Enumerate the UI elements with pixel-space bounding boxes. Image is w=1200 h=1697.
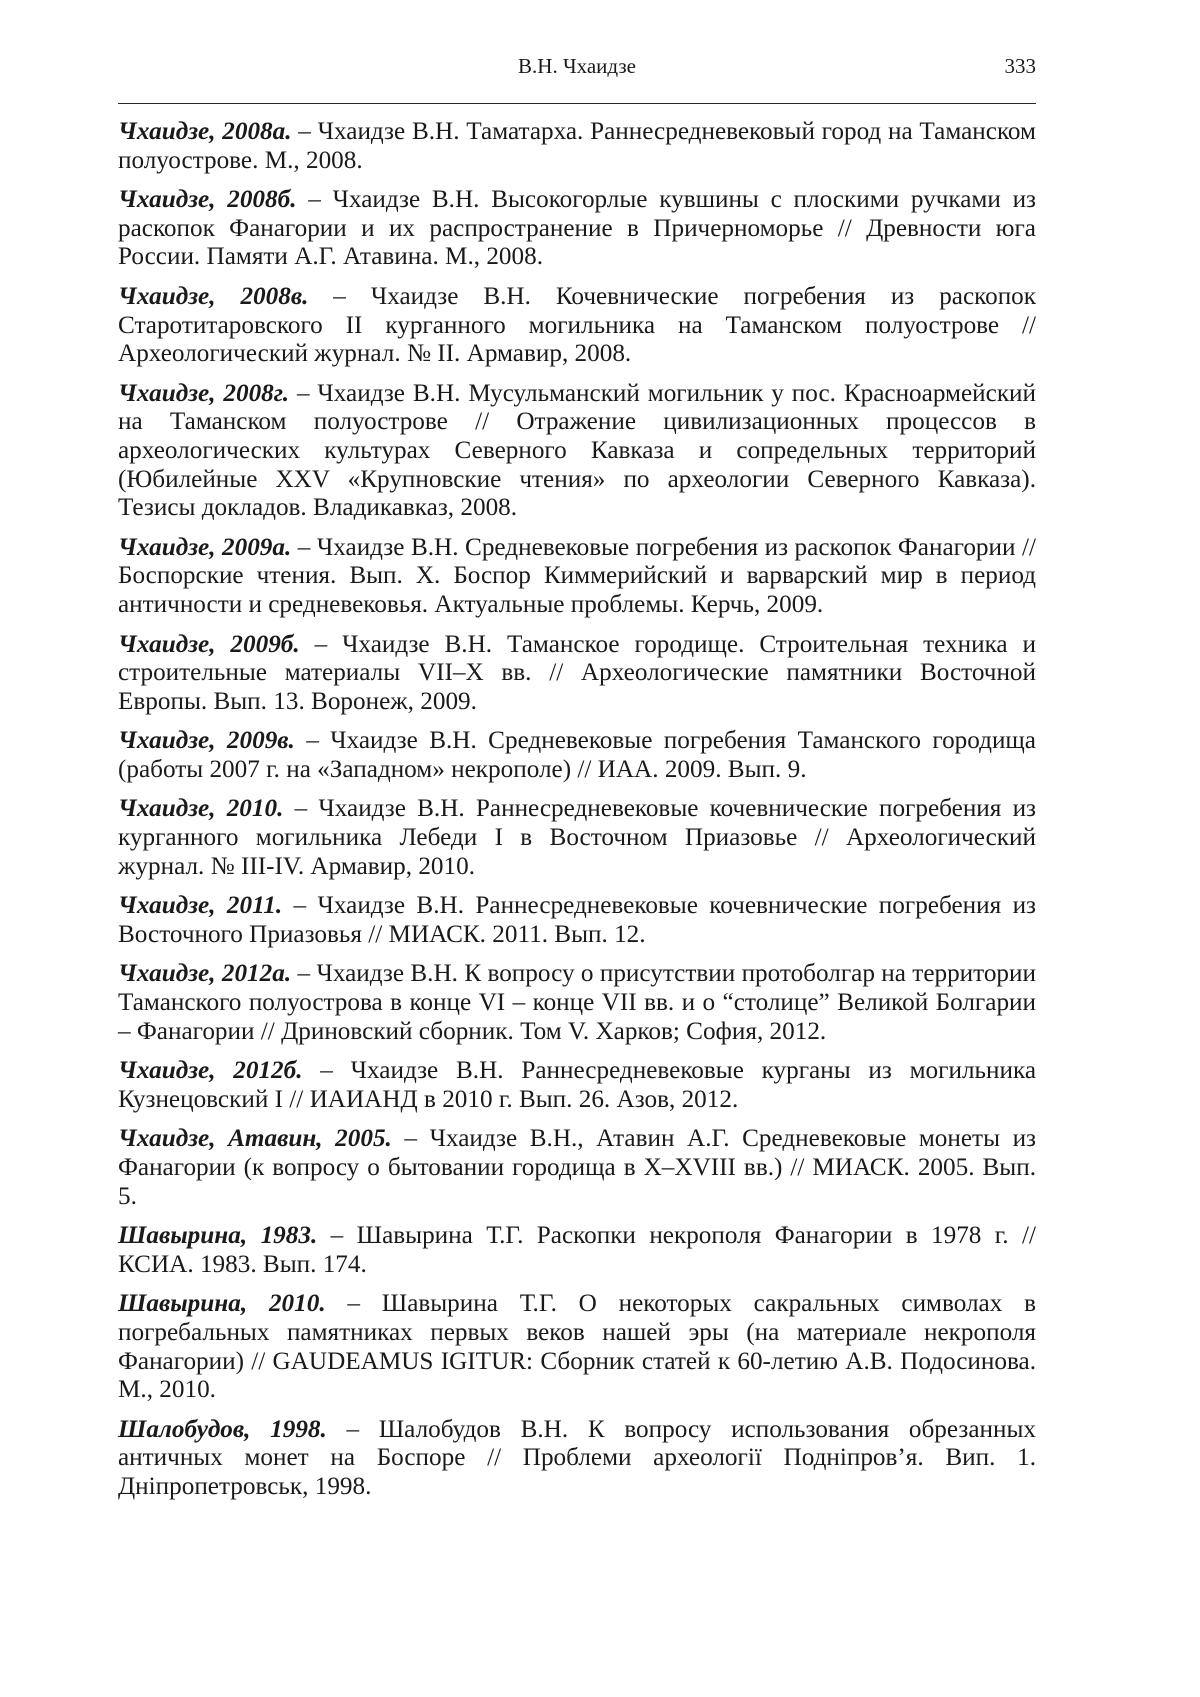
entry-key: Чхаидзе, 2008а. bbox=[118, 118, 292, 145]
bibliography-entry bbox=[118, 795, 1036, 881]
entry-key: Чхаидзе, 2008в. bbox=[118, 282, 309, 310]
bibliography-entry bbox=[118, 892, 1036, 949]
entry-key: Шавырина, 1983. bbox=[118, 1222, 318, 1250]
entry-text: – Чхаидзе В.Н. Таматарха. Раннесредневековый город на Таманском полуострове. М., 2008. bbox=[118, 118, 1036, 174]
entry-key: Шалобудов, 1998. bbox=[118, 1415, 327, 1443]
entry-text: – Чхаидзе В.Н. Раннесредневековые курганы из могильника Кузнецовский I // ИАИАНД в 2010 г. Вып. 26. Азов, 2012. bbox=[118, 1057, 1036, 1113]
bibliography-entry bbox=[118, 380, 1036, 523]
entry-text: – Чхаидзе В.Н. Кочевнические погребения из раскопок Старотитаровского II курганного могильника на Таманском полуострове // Археологический журнал. № II. Армавир, 2008. bbox=[118, 282, 1037, 368]
bibliography-entry bbox=[118, 1416, 1036, 1502]
entry-key: Шавырина, 2010. bbox=[118, 1290, 326, 1318]
entry-text: – Чхаидзе В.Н. Раннесредневековые кочевнические погребения из Восточного Приазовья // МИАСК. 2011. Вып. 12. bbox=[118, 892, 1036, 948]
entry-key: Чхаидзе, 2009в. bbox=[118, 727, 295, 755]
entry-text: – Чхаидзе В.Н. Мусульманский могильник у пос. Красноармейский на Таманском полуострове // Отражение цивилизационных процессов в археологических культурах Северного Кавказа и сопредельных территорий (Юбилейные XXV «Крупновские чтения» по археологии Северного Кавказа). Тезисы докладов. Владикавказ, 2008. bbox=[118, 379, 1037, 522]
bibliography-entry bbox=[118, 283, 1036, 369]
entry-key: Чхаидзе, 2009а. bbox=[118, 533, 292, 561]
bibliography-entry bbox=[118, 1222, 1036, 1279]
entry-key: Чхаидзе, 2009б. bbox=[118, 630, 300, 658]
page-number: 333 bbox=[1004, 54, 1036, 78]
entry-key: Чхаидзе, 2011. bbox=[118, 892, 283, 920]
entry-text: – Шавырина Т.Г. О некоторых сакральных символах в погребальных памятниках первых веков нашей эры (на материале некрополя Фанагории) // GAUDEAMUS IGITUR: Сборник статей к 60-летию А.В. Подосинова. М., 2010. bbox=[118, 1290, 1036, 1404]
entry-text: – Шавырина Т.Г. Раскопки некрополя Фанагории в 1978 г. // КСИА. 1983. Вып. 174. bbox=[118, 1222, 1036, 1278]
entry-text: – Чхаидзе В.Н. Средневековые погребения Таманского городища (работы 2007 г. на «Западном» некрополе) // ИАА. 2009. Вып. 9. bbox=[118, 727, 1036, 783]
bibliography-entry bbox=[118, 1290, 1036, 1404]
entry-key: Чхаидзе, 2008г. bbox=[118, 379, 290, 407]
entry-text: – Чхаидзе В.Н. Таманское городище. Строительная техника и строительные материалы VII–X вв. // Археологические памятники Восточной Европы. Вып. 13. Воронеж, 2009. bbox=[118, 630, 1036, 715]
entry-key: Чхаидзе, 2010. bbox=[118, 795, 284, 823]
entry-text: – Чхаидзе В.Н. Раннесредневековые кочевнические погребения из курганного могильника Лебеди I в Восточном Приазовье // Археологический журнал. № III-IV. Армавир, 2010. bbox=[118, 795, 1036, 880]
bibliography-entry bbox=[118, 631, 1036, 717]
bibliography-entry bbox=[118, 118, 1036, 175]
entry-key: Чхаидзе, Атавин, 2005. bbox=[118, 1125, 392, 1153]
entry-key: Чхаидзе, 2012б. bbox=[118, 1057, 303, 1085]
running-head bbox=[118, 54, 1036, 84]
bibliography-entry bbox=[118, 534, 1036, 620]
entry-text: – Чхаидзе В.Н. К вопросу о присутствии протоболгар на территории Таманского полуострова в конце VI – конце VII вв. и о “столице” Великой Болгарии – Фанагории // Дриновский сборник. Том V. Харков; София, 2012. bbox=[118, 960, 1036, 1045]
bibliography-entry bbox=[118, 727, 1036, 784]
entry-key: Чхаидзе, 2008б. bbox=[118, 186, 297, 214]
running-head-author: В.Н. Чхаидзе bbox=[518, 54, 636, 78]
header-rule bbox=[118, 103, 1036, 104]
bibliography-entry bbox=[118, 1057, 1036, 1114]
entry-text: – Чхаидзе В.Н. Высокогорлые кувшины с плоскими ручками из раскопок Фанагории и их распространение в Причерноморье // Древности юга России. Памяти А.Г. Атавина. М., 2008. bbox=[118, 186, 1036, 271]
entry-text: – Шалобудов В.Н. К вопросу использования обрезанных античных монет на Боспоре // Проблеми археології Подніпров’я. Вип. 1. Дніпропетровськ, 1998. bbox=[118, 1415, 1036, 1500]
bibliography-entry bbox=[118, 960, 1036, 1046]
entry-key: Чхаидзе, 2012а. bbox=[118, 960, 292, 988]
bibliography-entry bbox=[118, 186, 1036, 272]
bibliography-list bbox=[118, 118, 1036, 1513]
entry-text: – Чхаидзе В.Н., Атавин А.Г. Средневековые монеты из Фанагории (к вопросу о бытовании городища в X–XVIII вв.) // МИАСК. 2005. Вып. 5. bbox=[118, 1125, 1036, 1210]
bibliography-entry bbox=[118, 1125, 1036, 1211]
entry-text: – Чхаидзе В.Н. Средневековые погребения из раскопок Фанагории // Боспорские чтения. Вып. X. Боспор Киммерийский и варварский мир в период античности и средневековья. Актуальные проблемы. Керчь, 2009. bbox=[118, 533, 1036, 618]
